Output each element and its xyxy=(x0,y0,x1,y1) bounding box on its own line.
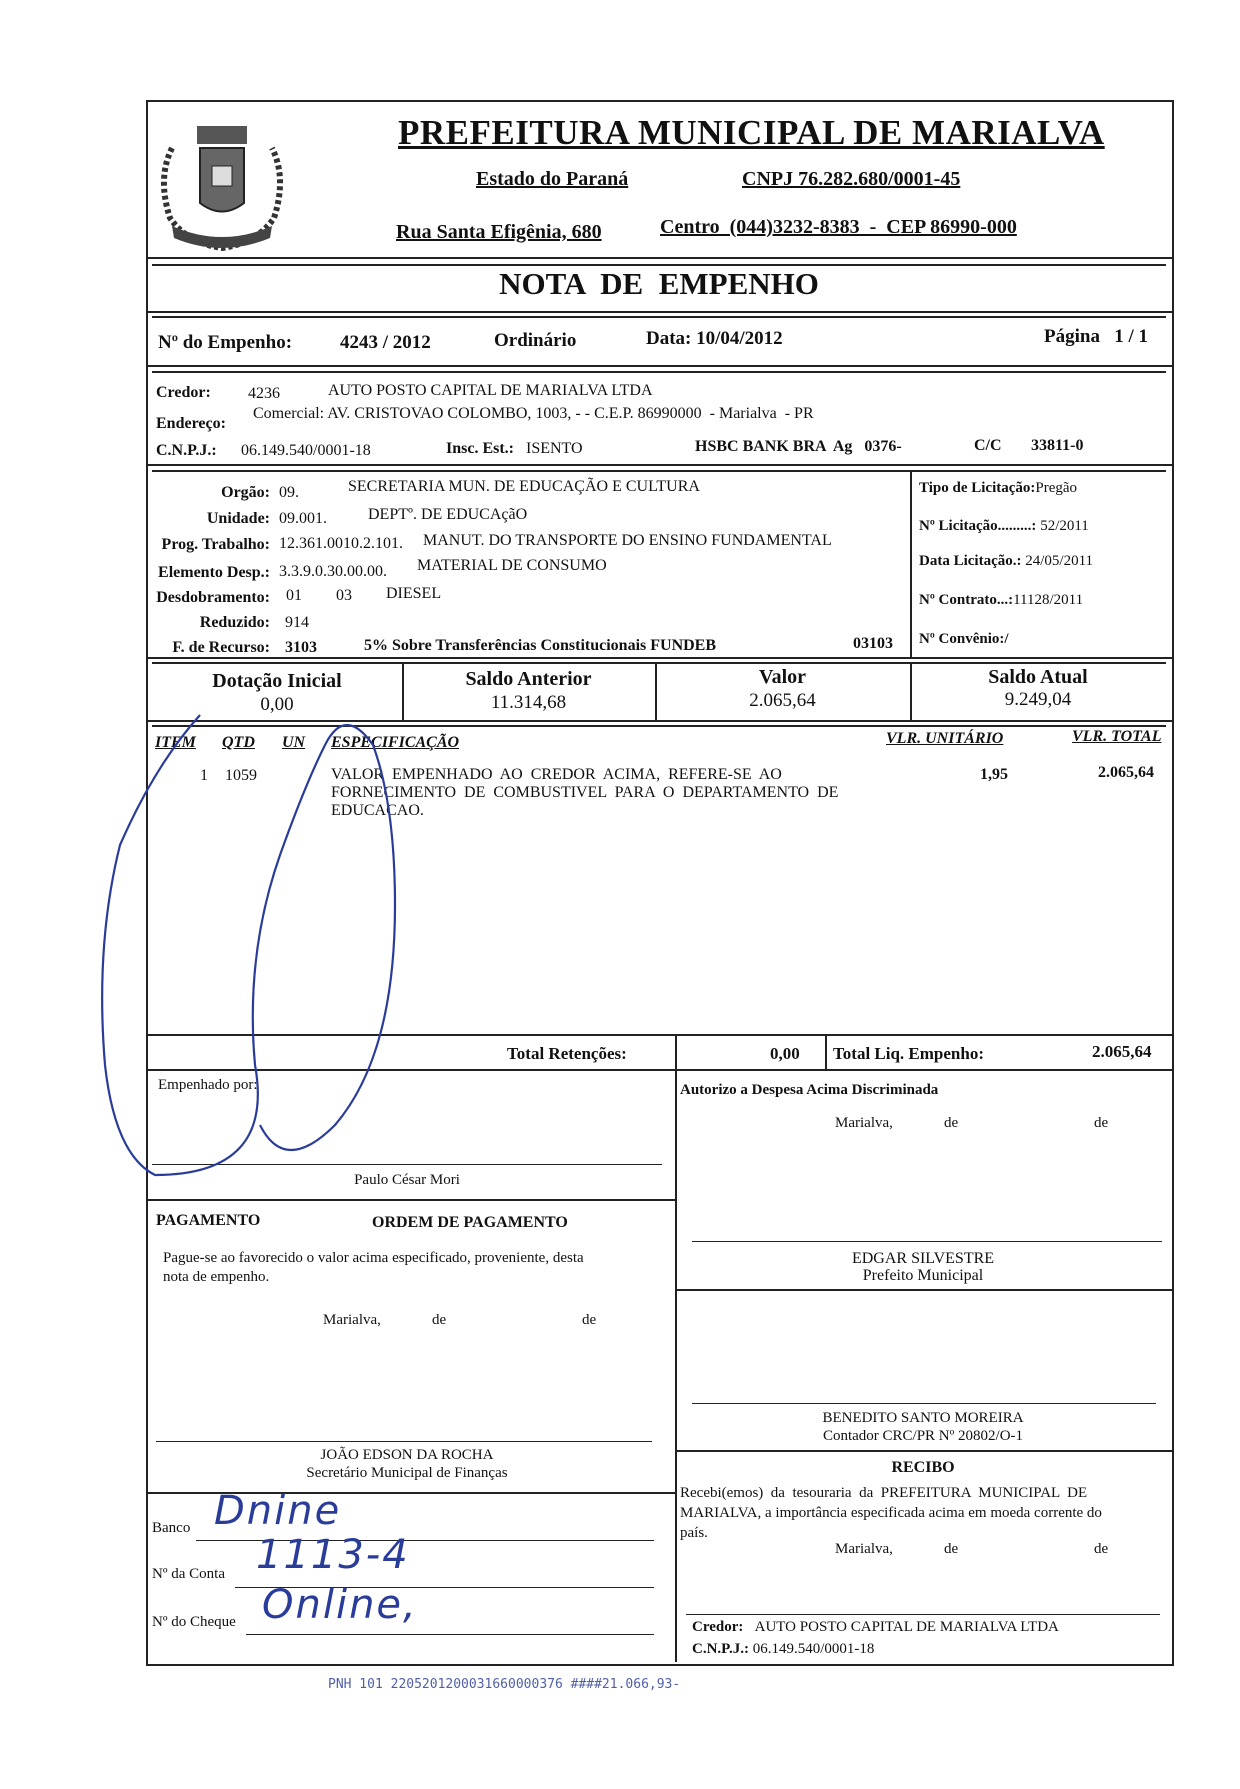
unidade-label: Unidade: xyxy=(206,510,270,527)
pagamento-text-1: Pague-se ao favorecido o valor acima especificado, proveniente, desta xyxy=(163,1250,584,1266)
col-un: UN xyxy=(282,734,306,751)
recurso-code2: 03103 xyxy=(853,635,893,652)
divider xyxy=(910,470,912,658)
insc-value: ISENTO xyxy=(526,440,583,457)
saldo-anterior-label: Saldo Anterior xyxy=(465,668,592,690)
recurso-label: F. de Recurso: xyxy=(172,639,270,656)
conta-label: Nº da Conta xyxy=(152,1566,225,1582)
banco-label: Banco xyxy=(152,1520,191,1536)
cheque-label: Nº do Cheque xyxy=(152,1614,236,1630)
orgao-name: SECRETARIA MUN. DE EDUCAÇÃO E CULTURA xyxy=(348,478,700,495)
col-vlr-total: VLR. TOTAL xyxy=(1072,728,1162,745)
pagamento-place: Marialva, xyxy=(323,1312,381,1328)
recibo-credor: Credor: AUTO POSTO CAPITAL DE MARIALVA LTDA xyxy=(692,1619,1059,1635)
cc-value: 33811-0 xyxy=(1031,437,1084,454)
reduzido-label: Reduzido: xyxy=(199,614,270,631)
divider xyxy=(146,257,1172,259)
empenhado-name: Paulo César Mori xyxy=(354,1172,460,1188)
licit-contrato: Nº Contrato...:11128/2011 xyxy=(919,592,1084,608)
saldo-anterior-value: 11.314,68 xyxy=(490,692,567,713)
desd-b: 03 xyxy=(336,587,352,604)
address-label: Rua Santa Efigênia, 680 xyxy=(396,221,602,243)
recurso-code: 3103 xyxy=(285,639,317,656)
handwritten-signature xyxy=(95,705,435,1185)
recibo-de2: de xyxy=(1094,1541,1109,1557)
col-vlr-unitario: VLR. UNITÁRIO xyxy=(886,730,1004,747)
divider xyxy=(675,1034,677,1070)
divider xyxy=(146,464,1172,466)
recurso-name: 5% Sobre Transferências Constitucionais FUNDEB xyxy=(364,637,717,654)
pagamento-text-2: nota de empenho. xyxy=(163,1269,270,1285)
divider xyxy=(152,316,1166,318)
contact-label: Centro (044)3232-8383 - CEP 86990-000 xyxy=(660,216,1017,238)
address-field-label: Endereço: xyxy=(156,415,226,432)
recibo-de1: de xyxy=(944,1541,959,1557)
contador-role: Contador CRC/PR Nº 20802/O-1 xyxy=(822,1428,1024,1444)
licit-tipo: Tipo de Licitação:Pregão xyxy=(919,480,1078,496)
unidade-name: DEPTº. DE EDUCAçãO xyxy=(368,506,528,523)
page-number: Página 1 / 1 xyxy=(1044,326,1148,347)
liq-empenho-label: Total Liq. Empenho: xyxy=(833,1044,984,1063)
field-line xyxy=(246,1634,654,1635)
prog-label: Prog. Trabalho: xyxy=(161,536,270,553)
credor-code: 4236 xyxy=(248,385,280,402)
credor-name: AUTO POSTO CAPITAL DE MARIALVA LTDA xyxy=(328,382,653,399)
desd-a: 01 xyxy=(286,587,302,604)
divider xyxy=(825,1034,827,1070)
cnpj-field-label: C.N.P.J.: xyxy=(156,442,217,459)
divider xyxy=(675,1450,1172,1452)
valor-label: Valor xyxy=(758,666,807,688)
divider xyxy=(146,311,1172,313)
secretario-role: Secretário Municipal de Finanças xyxy=(306,1465,508,1481)
col-item: ITEM xyxy=(155,734,196,751)
credor-label: Credor: xyxy=(156,384,211,401)
item-desc-1: VALOR EMPENHADO AO CREDOR ACIMA, REFERE-SE AO xyxy=(331,766,782,783)
credor-address: Comercial: AV. CRISTOVAO COLOMBO, 1003, - - C.E.P. 86990000 - Marialva - PR xyxy=(253,405,814,422)
col-especificacao: ESPECIFICAÇÃO xyxy=(331,734,460,751)
saldo-atual-value: 9.249,04 xyxy=(1004,689,1072,710)
signature-line xyxy=(156,1441,652,1442)
recibo-place: Marialva, xyxy=(835,1541,893,1557)
prog-code: 12.361.0010.2.101. xyxy=(279,535,403,552)
saldo-atual-label: Saldo Atual xyxy=(988,666,1088,688)
retencoes-value: 0,00 xyxy=(770,1044,800,1063)
doc-title: NOTA DE EMPENHO xyxy=(499,266,819,301)
divider xyxy=(146,657,1172,659)
bank-info: HSBC BANK BRA Ag 0376- xyxy=(695,438,902,455)
licit-num: Nº Licitação.........: 52/2011 xyxy=(919,518,1089,534)
contador-name: BENEDITO SANTO MOREIRA xyxy=(822,1410,1024,1426)
empenho-type: Ordinário xyxy=(494,330,577,351)
empenho-number: 4243 / 2012 xyxy=(340,332,431,353)
recibo-text-3: país. xyxy=(680,1525,708,1541)
cheque-handwritten: Online, xyxy=(262,1582,418,1628)
item-number: 1 xyxy=(200,767,208,784)
empenhado-label: Empenhado por: xyxy=(158,1077,258,1093)
elem-code: 3.3.9.0.30.00.00. xyxy=(279,563,387,580)
autorizo-de2: de xyxy=(1094,1115,1109,1131)
orgao-label: Orgão: xyxy=(221,484,270,501)
pagamento-de1: de xyxy=(432,1312,447,1328)
prefeito-role: Prefeito Municipal xyxy=(862,1267,984,1284)
state-label: Estado do Paraná xyxy=(476,168,629,190)
signature-line xyxy=(692,1241,1162,1242)
recibo-cnpj: C.N.P.J.: 06.149.540/0001-18 xyxy=(692,1641,875,1657)
desd-label: Desdobramento: xyxy=(156,589,270,606)
divider xyxy=(152,470,1166,472)
ordem-pagamento-label: ORDEM DE PAGAMENTO xyxy=(372,1214,568,1231)
prefeito-name: EDGAR SILVESTRE xyxy=(851,1250,995,1267)
item-desc-2: FORNECIMENTO DE COMBUSTIVEL PARA O DEPARTAMENTO DE xyxy=(331,784,839,801)
desd-name: DIESEL xyxy=(386,585,442,602)
recibo-text-2: MARIALVA, a importância especificada acima em moeda corrente do xyxy=(680,1505,1102,1521)
item-desc-3: EDUCACAO. xyxy=(331,802,424,819)
pagamento-label: PAGAMENTO xyxy=(156,1212,261,1229)
footer-code: PNH 101 2205201200031660000376 ####21.066,93- xyxy=(328,1677,681,1692)
signature-line xyxy=(686,1614,1160,1615)
conta-handwritten: 1113-4 xyxy=(256,1532,410,1578)
licit-data: Data Licitação.: 24/05/2011 xyxy=(919,553,1094,569)
coat-of-arms-icon xyxy=(152,108,292,258)
col-qtd: QTD xyxy=(222,734,255,751)
divider xyxy=(146,365,1172,367)
empenho-date: Data: 10/04/2012 xyxy=(646,328,783,349)
item-qtd: 1059 xyxy=(225,767,257,784)
licit-convenio: Nº Convênio:/ xyxy=(919,631,1009,647)
elem-label: Elemento Desp.: xyxy=(158,564,270,581)
divider xyxy=(675,1069,677,1662)
pagamento-de2: de xyxy=(582,1312,597,1328)
elem-name: MATERIAL DE CONSUMO xyxy=(417,557,607,574)
cc-label: C/C xyxy=(974,437,1002,454)
recibo-text-1: Recebi(emos) da tesouraria da PREFEITURA MUNICIPAL DE xyxy=(680,1485,1088,1501)
autorizo-place: Marialva, xyxy=(835,1115,893,1131)
autorizo-de1: de xyxy=(944,1115,959,1131)
valor-value: 2.065,64 xyxy=(749,690,816,711)
dotacao-label: Dotação Inicial xyxy=(212,670,342,692)
prog-name: MANUT. DO TRANSPORTE DO ENSINO FUNDAMENTAL xyxy=(423,532,832,549)
liq-empenho-value: 2.065,64 xyxy=(1092,1042,1152,1061)
divider xyxy=(675,1289,1172,1291)
divider xyxy=(152,371,1166,373)
dotacao-value: 0,00 xyxy=(260,694,294,715)
signature-line xyxy=(692,1403,1156,1404)
cnpj-label: CNPJ 76.282.680/0001-45 xyxy=(742,168,961,190)
credor-cnpj: 06.149.540/0001-18 xyxy=(241,442,371,459)
orgao-code: 09. xyxy=(279,484,299,501)
secretario-name: JOÃO EDSON DA ROCHA xyxy=(320,1447,494,1463)
item-total: 2.065,64 xyxy=(1098,764,1154,781)
reduzido-value: 914 xyxy=(285,614,309,631)
page-title: PREFEITURA MUNICIPAL DE MARIALVA xyxy=(398,113,1105,152)
empenho-label: Nº do Empenho: xyxy=(158,332,293,353)
item-unit-price: 1,95 xyxy=(980,766,1008,783)
banco-handwritten: Dnine xyxy=(214,1488,342,1534)
unidade-code: 09.001. xyxy=(279,510,327,527)
insc-label: Insc. Est.: xyxy=(446,440,515,457)
autorizo-label: Autorizo a Despesa Acima Discriminada xyxy=(680,1082,939,1098)
retencoes-label: Total Retenções: xyxy=(507,1044,627,1063)
recibo-title: RECIBO xyxy=(891,1459,955,1476)
divider xyxy=(152,662,1166,664)
divider xyxy=(146,1199,675,1201)
